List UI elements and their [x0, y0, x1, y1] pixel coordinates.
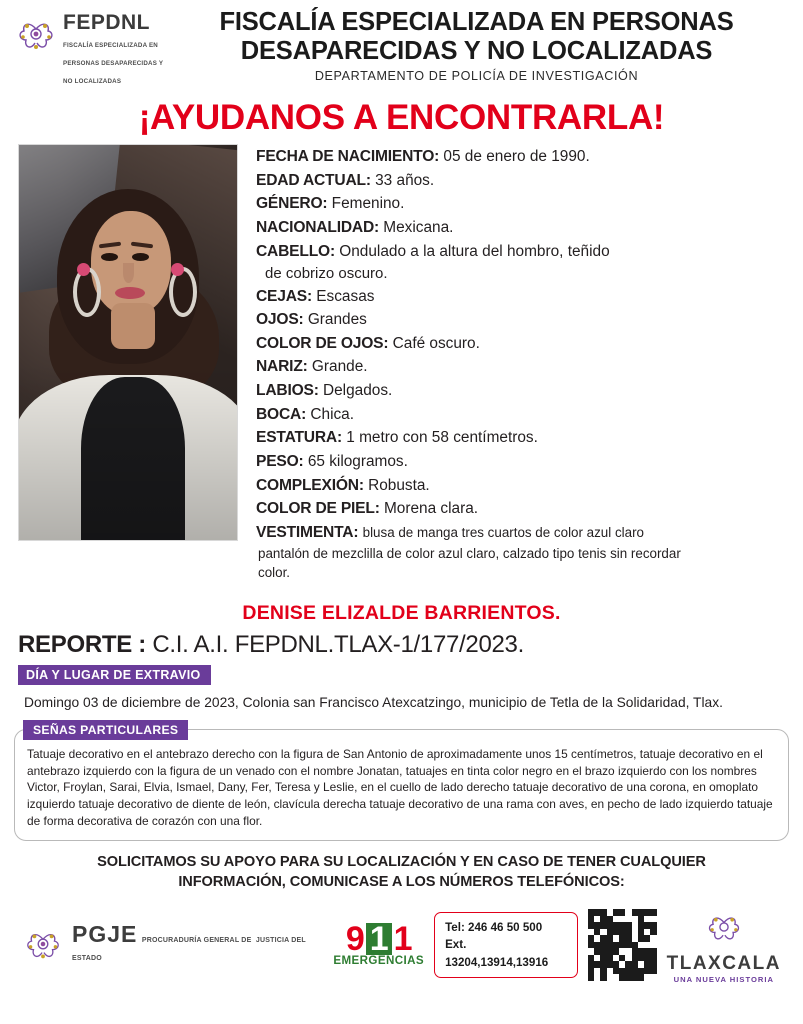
detail-label: CABELLO:	[256, 242, 335, 260]
emergency-911-logo	[333, 919, 425, 968]
header	[0, 0, 803, 88]
detail-label: COLOR DE OJOS:	[256, 334, 389, 352]
detail-label: FECHA DE NACIMIENTO:	[256, 148, 440, 165]
detail-value: Chica.	[310, 405, 355, 423]
pgje-acronym: PGJE	[72, 921, 138, 948]
telephone-extensions: Ext. 13204,13914,13916	[445, 938, 549, 969]
emergency-number: 9 1 1	[345, 919, 412, 958]
senas-particulares-box	[14, 722, 789, 842]
detail-value: Femenino.	[331, 195, 405, 213]
pgje-logo-text	[72, 923, 323, 965]
detail-value: Ondulado a la altura del hombro, teñido	[339, 242, 610, 260]
help-banner: ¡AYUDANOS A ENCONTRARLA!	[138, 98, 665, 137]
detail-label: EDAD ACTUAL:	[256, 171, 371, 189]
footer	[0, 893, 803, 984]
detail-label: LABIOS:	[256, 382, 319, 400]
fepdnl-logo	[14, 8, 166, 88]
telephone-box	[434, 912, 578, 978]
detail-label: COLOR DE PIEL:	[256, 500, 380, 518]
flower-icon	[22, 923, 66, 967]
detail-row	[256, 451, 791, 473]
flower-icon	[14, 12, 58, 56]
detail-value: Grande.	[311, 358, 368, 376]
detail-row	[256, 404, 791, 426]
report-label: REPORTE :	[18, 630, 146, 658]
photo-column	[18, 144, 238, 584]
pgje-sub-line-1: PROCURADURÍA GENERAL DE	[141, 937, 252, 945]
emergency-label: EMERGENCIAS	[333, 954, 425, 968]
detail-value: Café oscuro.	[392, 334, 480, 352]
detail-row	[256, 170, 791, 192]
detail-label: COMPLEXIÓN:	[256, 476, 364, 494]
detail-value-continued-2: color.	[258, 565, 291, 581]
report-line	[0, 625, 803, 659]
detail-value: Robusta.	[368, 476, 430, 494]
detail-row	[256, 309, 791, 331]
detail-row	[256, 498, 791, 520]
detail-label: GÉNERO:	[256, 195, 328, 213]
detail-label: NACIONALIDAD:	[256, 218, 380, 236]
qr-code-icon	[588, 909, 657, 981]
detail-value: Delgados.	[323, 382, 393, 400]
detail-row	[256, 286, 791, 308]
detail-row	[256, 217, 791, 239]
detail-value: Mexicana.	[383, 218, 454, 236]
page-title: FISCALÍA ESPECIALIZADA EN PERSONAS DESAPARECIDAS Y NO LOCALIZADAS	[219, 8, 734, 65]
detail-value: 65 kilogramos.	[307, 452, 408, 470]
detail-value: blusa de manga tres cuartos de color azul claro	[362, 524, 644, 540]
detail-row	[256, 475, 791, 497]
report-value: C.I. A.I. FEPDNL.TLAX-1/177/2023.	[152, 630, 524, 658]
detail-label: VESTIMENTA:	[256, 523, 359, 541]
cta-line-1: SOLICITAMOS SU APOYO PARA SU LOCALIZACIÓN Y EN CASO DE TENER CUALQUIER	[97, 854, 706, 871]
detail-value: 33 años.	[375, 171, 435, 189]
detail-row	[256, 146, 791, 168]
call-to-action	[0, 853, 803, 892]
detail-row	[256, 193, 791, 215]
header-titles	[166, 8, 793, 83]
detail-value-continued: de cobrizo oscuro.	[265, 264, 388, 282]
detail-value: 05 de enero de 1990.	[443, 148, 590, 165]
detail-label: PESO:	[256, 452, 304, 470]
detail-row-clothing	[256, 522, 791, 582]
missing-person-photo	[18, 144, 238, 541]
senas-tag: SEÑAS PARTICULARES	[23, 720, 188, 740]
detail-value: Escasas	[316, 287, 375, 305]
detail-value-continued: pantalón de mezclilla de color azul claro, calzado tipo tenis sin recordar	[258, 546, 681, 562]
detail-label: BOCA:	[256, 405, 307, 423]
state-name: TLAXCALA	[666, 952, 781, 974]
flower-icon	[704, 934, 744, 951]
detail-value: 1 metro con 58 centímetros.	[346, 429, 538, 447]
detail-label: ESTATURA:	[256, 429, 342, 447]
extravio-text: Domingo 03 de diciembre de 2023, Colonia san Francisco Atexcatzingo, municipio de Tetla de la Solidaridad, Tlax.	[24, 694, 723, 710]
detail-label: CEJAS:	[256, 287, 312, 305]
state-slogan: UNA NUEVA HISTORIA	[673, 974, 774, 984]
cta-line-2: INFORMACIÓN, COMUNICASE A LOS NÚMEROS TELEFÓNICOS:	[178, 873, 625, 890]
pgje-sub-line-2: JUSTICIA DEL ESTADO	[72, 937, 306, 963]
fepdnl-acronym: FEPDNL	[63, 11, 150, 34]
detail-value: Grandes	[307, 311, 367, 329]
extravio-tag: DÍA Y LUGAR DE EXTRAVIO	[18, 665, 211, 685]
telephone-main: Tel: 246 46 50 500	[445, 920, 543, 934]
detail-value: Morena clara.	[383, 500, 479, 518]
detail-row	[256, 380, 791, 402]
person-details	[256, 144, 791, 584]
fepdnl-full-name: FISCALÍA ESPECIALIZADA EN PERSONAS DESAPARECIDAS Y NO LOCALIZADAS	[63, 42, 164, 85]
senas-text: Tatuaje decorativo en el antebrazo derecho con la figura de San Antonio de aproximadamente unos 15 centímetros, tatuaje decorativo en el antebrazo izquierdo con la figura de un venado con el nombre Jonatan, tatuajes en tinta color negro en el brazo izquierdo con los nombres Victor, Froylan, Sarai, Elvia, Ismael, Dany, Fer, Teresa y Leslie, en el cuello de lado derecho tatuaje decorativo de una corona, en omoplato izquierdo tatuaje decorativo de diente de león, clavícula derecha tatuaje decorativo de una rama con aves, en pecho de lado izquierdo tatuaje de forma decorativa de corazón con una flor.	[27, 746, 773, 829]
detail-row	[256, 333, 791, 355]
detail-row	[256, 427, 791, 449]
fepdnl-logo-text	[63, 12, 166, 88]
person-name: DENISE ELIZALDE BARRIENTOS.	[242, 601, 561, 624]
detail-label: NARIZ:	[256, 358, 308, 376]
tlaxcala-logo	[667, 907, 781, 984]
page-subtitle: DEPARTAMENTO DE POLICÍA DE INVESTIGACIÓN	[314, 69, 639, 84]
detail-row	[256, 356, 791, 378]
pgje-logo	[22, 923, 323, 967]
extravio-section	[0, 659, 803, 685]
detail-label: OJOS:	[256, 311, 304, 329]
detail-row	[256, 241, 791, 284]
main-content	[0, 144, 803, 584]
